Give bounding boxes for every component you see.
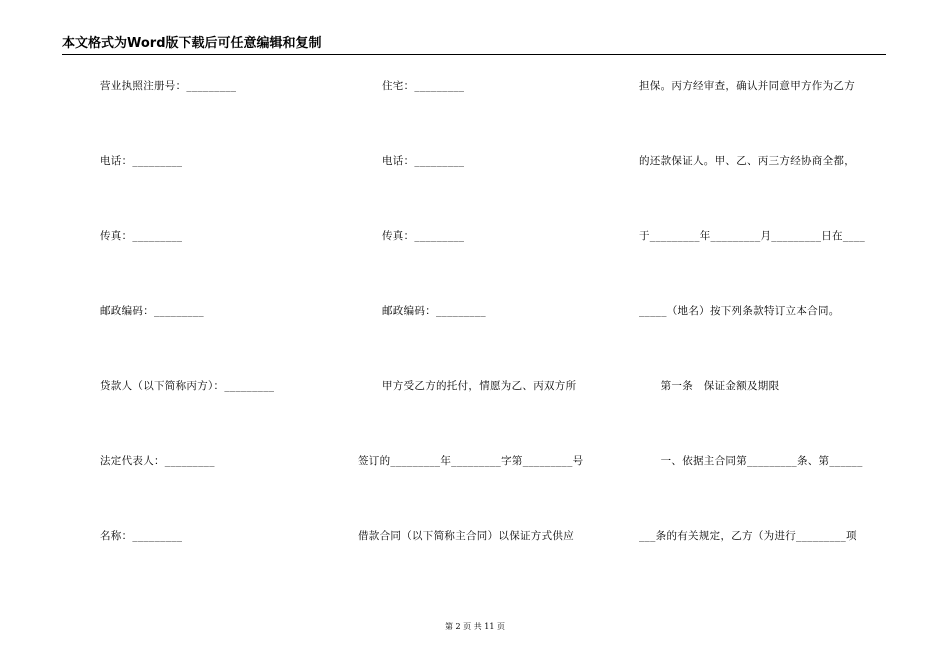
text-line: 担保。丙方经审查，确认并同意甲方作为乙方 xyxy=(639,80,855,92)
text-line: 法定代表人：_________ xyxy=(100,455,215,467)
header-title: 本文格式为Word版下载后可任意编辑和复制 xyxy=(62,36,322,51)
text-line: 邮政编码：_________ xyxy=(382,305,486,317)
text-line: 签订的_________年_________字第_________号 xyxy=(358,455,584,467)
text-line: 住宅：_________ xyxy=(382,80,465,92)
text-line: 甲方受乙方的托付，情愿为乙、丙双方所 xyxy=(382,380,577,392)
text-line: 电话：_________ xyxy=(100,155,183,167)
right-column xyxy=(639,0,889,672)
text-line: 贷款人（以下简称丙方）：_________ xyxy=(100,380,275,392)
text-line: 电话：_________ xyxy=(382,155,465,167)
page-number: 第 2 页 共 11 页 xyxy=(445,622,505,631)
text-line: 一、依据主合同第_________条、第______ xyxy=(639,455,863,467)
text-line: ___条的有关规定，乙方（为进行_________项 xyxy=(639,530,857,542)
text-line: 于_________年_________月_________日在____ xyxy=(639,230,866,242)
text-line: 传真：_________ xyxy=(100,230,183,242)
text-line: 邮政编码：_________ xyxy=(100,305,204,317)
text-line: 营业执照注册号：_________ xyxy=(100,80,237,92)
text-line: 借款合同（以下简称主合同）以保证方式供应 xyxy=(358,530,574,542)
text-line: _____（地名）按下列条款特订立本合同。 xyxy=(639,305,840,317)
section-heading: 第一条 保证金额及期限 xyxy=(639,380,780,392)
text-line: 名称：_________ xyxy=(100,530,183,542)
text-line: 传真：_________ xyxy=(382,230,465,242)
text-line: 的还款保证人。甲、乙、丙三方经协商全都， xyxy=(639,155,855,167)
middle-column xyxy=(355,0,625,672)
